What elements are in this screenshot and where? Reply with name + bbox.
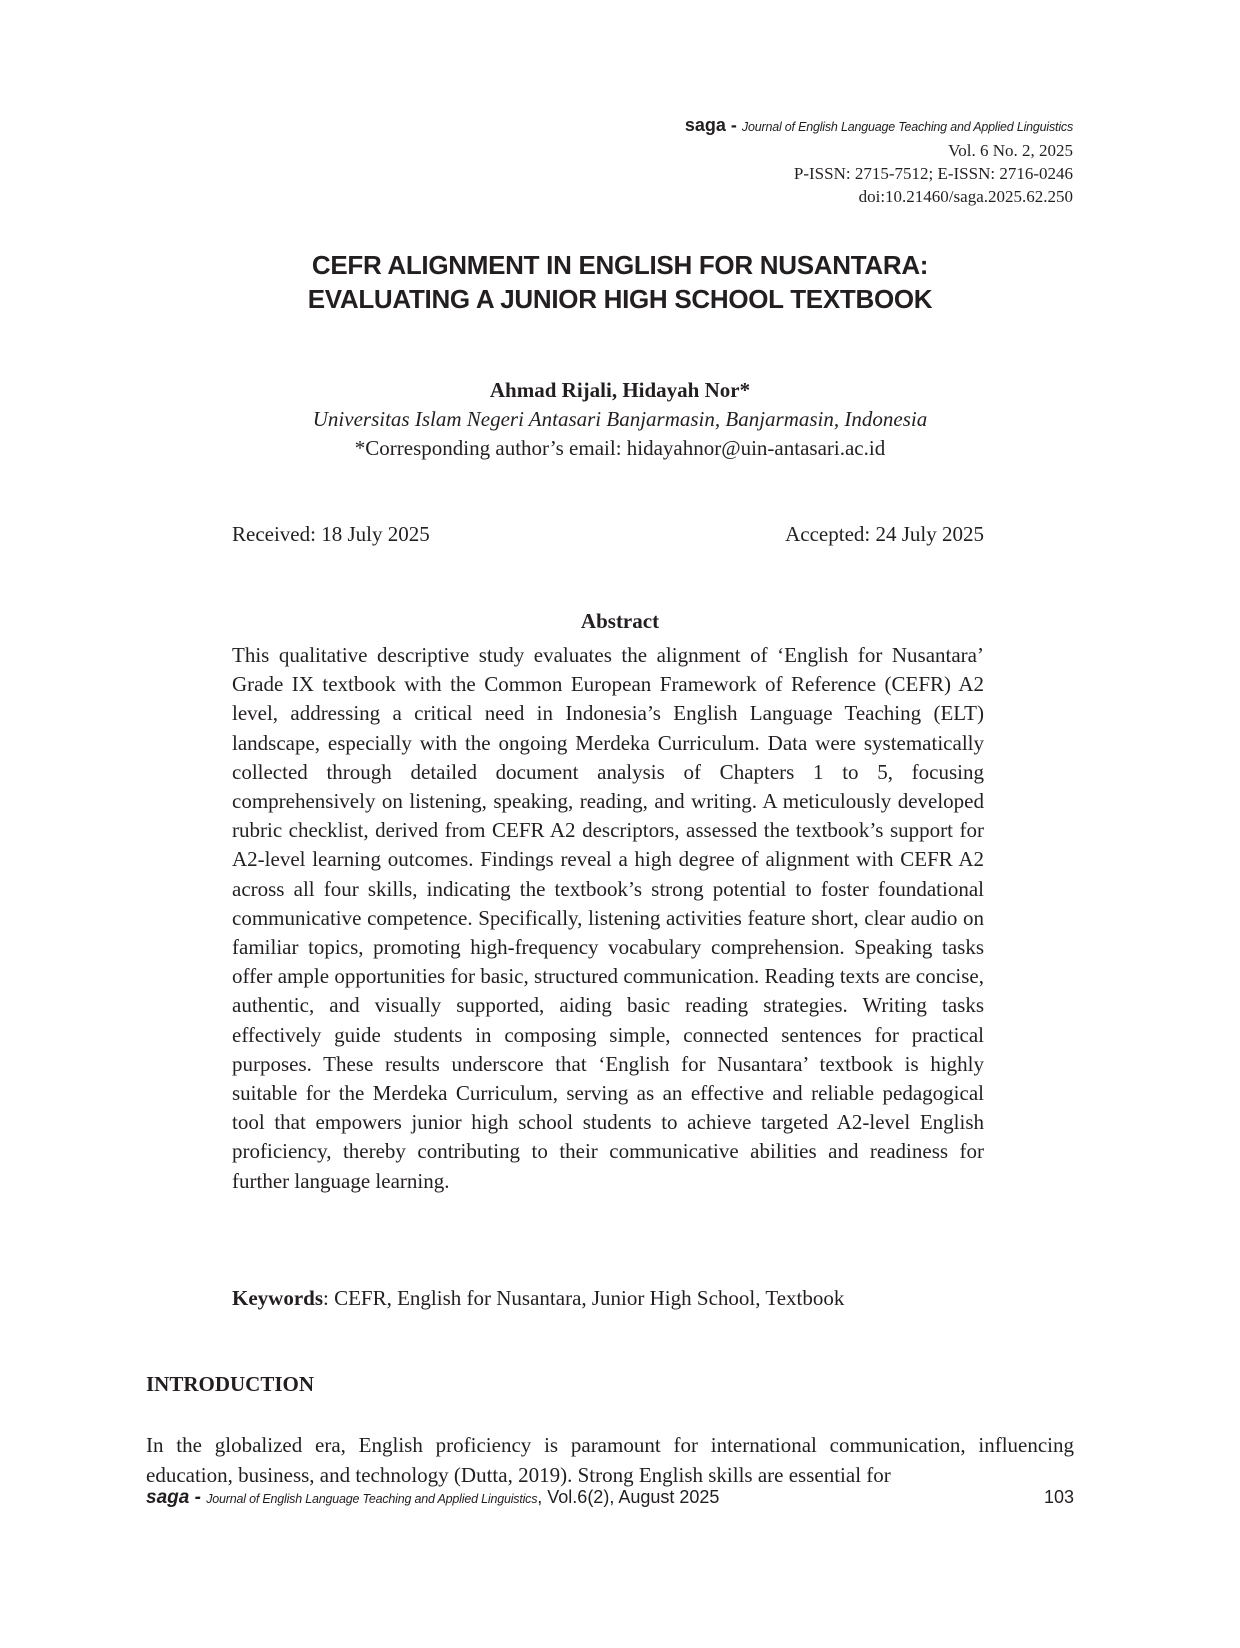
title-line-1: CEFR ALIGNMENT IN ENGLISH FOR NUSANTARA:: [311, 250, 929, 280]
journal-separator: -: [725, 115, 742, 135]
corresponding-email: *Corresponding author’s email: hidayahnor@uin-antasari.ac.id: [354, 436, 886, 460]
journal-name: Journal of English Language Teaching and Applied Linguistics: [741, 120, 1073, 134]
received-date: Received: 18 July 2025: [232, 522, 430, 546]
footer-brand: saga: [146, 1487, 190, 1508]
keywords-label: Keywords: [232, 1286, 323, 1310]
author-block: [0, 376, 1240, 463]
running-header: [685, 114, 1073, 208]
page-number: 103: [1043, 1487, 1074, 1507]
doi-info: doi:10.21460/saga.2025.62.250: [858, 187, 1073, 206]
paper-title: [0, 248, 1240, 316]
author-names: Ahmad Rijali, Hidayah Nor*: [489, 378, 751, 402]
introduction-text: In the globalized era, English proficiency is paramount for international communication, influencing education, business, and technology (Dutta, 2019). Strong English skills are essential for: [146, 1433, 1074, 1487]
abstract-text: This qualitative descriptive study evaluates the alignment of ‘English for Nusantara’ Grade IX textbook with the Common European Framework of Reference (CEFR) A2 level, addressing a critical need in Indonesia’s English Language Teaching (ELT) landscape, especially with the ongoing Merdeka Curriculum. Data were systematically collected through detailed document analysis of Chapters 1 to 5, focusing comprehensively on listening, speaking, reading, and writing. A meticulously developed rubric checklist, derived from CEFR A2 descriptors, assessed the textbook’s support for A2-level learning outcomes. Findings reveal a high degree of alignment with CEFR A2 across all four skills, indicating the textbook’s strong potential to foster foundational communicative competence. Specifically, listening activities feature short, clear audio on familiar topics, promoting high-frequency vocabulary comprehension. Speaking tasks offer ample opportunities for basic, structured communication. Reading texts are concise, authentic, and visually supported, aiding basic reading strategies. Writing tasks effectively guide students in composing simple, connected sentences for practical purposes. These results underscore that ‘English for Nusantara’ textbook is highly suitable for the Merdeka Curriculum, serving as an effective and reliable pedagogical tool that empowers junior high school students to achieve targeted A2-level English proficiency, thereby contributing to their communicative abilities and readiness for further language learning.: [232, 643, 984, 1193]
accepted-date: Accepted: 24 July 2025: [785, 522, 984, 546]
introduction-heading: INTRODUCTION: [146, 1372, 315, 1396]
page-footer: [146, 1487, 1074, 1509]
author-affiliation: Universitas Islam Negeri Antasari Banjarmasin, Banjarmasin, Indonesia: [312, 407, 928, 431]
footer-separator: -: [189, 1487, 207, 1508]
keywords: [232, 1286, 984, 1311]
journal-brand: saga: [684, 115, 726, 135]
footer-issue: , Vol.6(2), August 2025: [537, 1487, 720, 1507]
title-line-2: EVALUATING A JUNIOR HIGH SCHOOL TEXTBOOK: [307, 284, 933, 314]
submission-dates: [232, 522, 984, 547]
volume-info: Vol. 6 No. 2, 2025: [948, 141, 1073, 160]
journal-line: [685, 114, 1073, 139]
keywords-value: : CEFR, English for Nusantara, Junior High School, Textbook: [323, 1286, 845, 1310]
footer-journal-name: Journal of English Language Teaching and Applied Linguistics: [206, 1492, 538, 1506]
issn-info: P-ISSN: 2715-7512; E-ISSN: 2716-0246: [793, 164, 1073, 183]
footer-citation: [146, 1487, 719, 1509]
abstract-heading: Abstract: [580, 609, 660, 633]
